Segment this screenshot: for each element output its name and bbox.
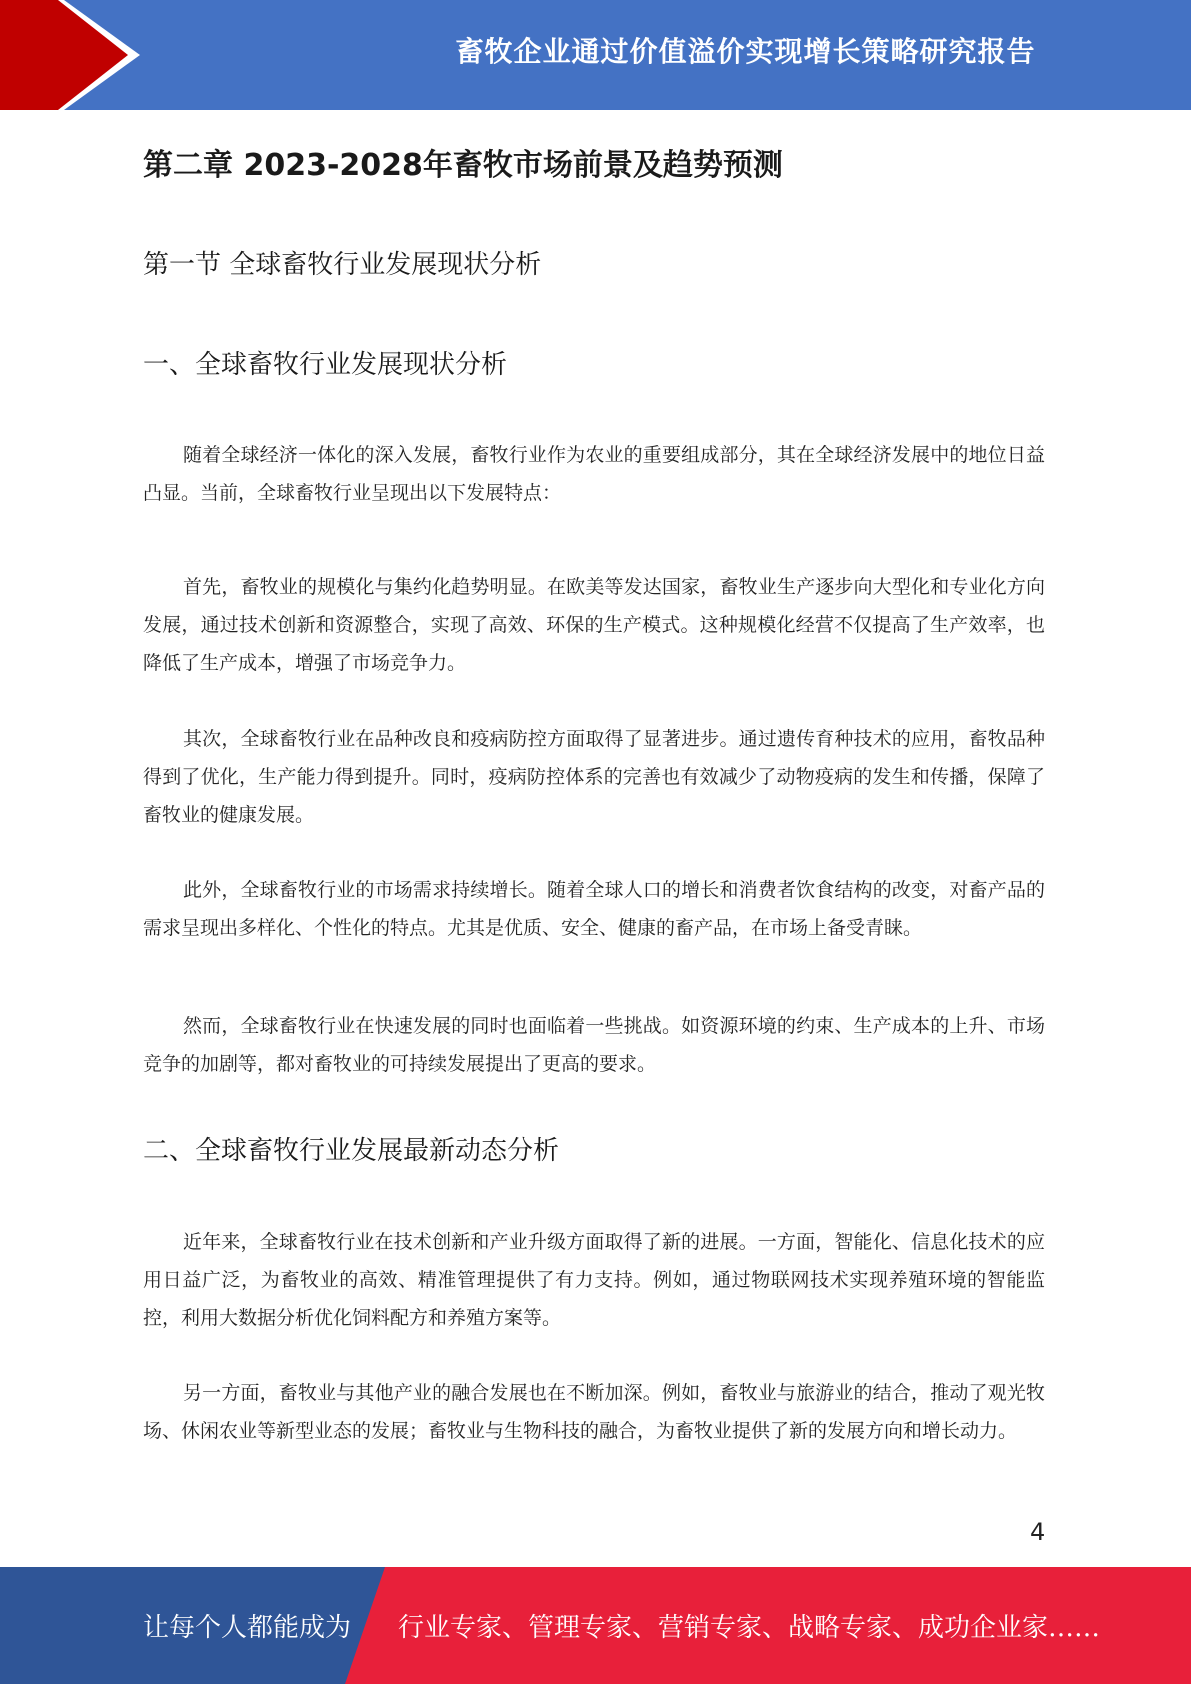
section-title: 第一节 全球畜牧行业发展现状分析 — [143, 250, 542, 280]
header-banner — [0, 0, 1191, 110]
paragraph: 首先，畜牧业的规模化与集约化趋势明显。在欧美等发达国家，畜牧业生产逐步向大型化和专业化方向发展，通过技术创新和资源整合，实现了高效、环保的生产模式。这种规模化经营不仅提高了生产效率，也降低了生产成本，增强了市场竞争力。 — [143, 576, 1045, 674]
footer-slogan-right: 行业专家、管理专家、营销专家、战略专家、成功企业家…… — [398, 1613, 1101, 1643]
header-arrow-decoration — [0, 0, 160, 110]
subsection-title-1: 一、全球畜牧行业发展现状分析 — [143, 350, 508, 380]
subsection-title-2: 二、全球畜牧行业发展最新动态分析 — [143, 1136, 560, 1166]
paragraph: 随着全球经济一体化的深入发展，畜牧行业作为农业的重要组成部分，其在全球经济发展中的地位日益凸显。当前，全球畜牧行业呈现出以下发展特点： — [143, 444, 1045, 504]
paragraph: 另一方面，畜牧业与其他产业的融合发展也在不断加深。例如，畜牧业与旅游业的结合，推动了观光牧场、休闲农业等新型业态的发展；畜牧业与生物科技的融合，为畜牧业提供了新的发展方向和增长动力。 — [143, 1382, 1045, 1442]
footer-slogan-left: 让每个人都能成为 — [143, 1613, 352, 1643]
page-number: 4 — [1030, 1518, 1046, 1546]
chapter-title: 第二章 2023-2028年畜牧市场前景及趋势预测 — [143, 148, 783, 183]
paragraph: 此外，全球畜牧行业的市场需求持续增长。随着全球人口的增长和消费者饮食结构的改变，对畜产品的需求呈现出多样化、个性化的特点。尤其是优质、安全、健康的畜产品，在市场上备受青睐。 — [143, 879, 1045, 939]
paragraph: 近年来，全球畜牧行业在技术创新和产业升级方面取得了新的进展。一方面，智能化、信息化技术的应用日益广泛，为畜牧业的高效、精准管理提供了有力支持。例如，通过物联网技术实现养殖环境的智能监控，利用大数据分析优化饲料配方和养殖方案等。 — [143, 1231, 1045, 1329]
paragraph: 然而，全球畜牧行业在快速发展的同时也面临着一些挑战。如资源环境的约束、生产成本的上升、市场竞争的加剧等，都对畜牧业的可持续发展提出了更高的要求。 — [143, 1015, 1045, 1075]
report-title: 畜牧企业通过价值溢价实现增长策略研究报告 — [455, 35, 1036, 68]
footer-banner — [0, 1567, 1191, 1684]
paragraph: 其次，全球畜牧行业在品种改良和疫病防控方面取得了显著进步。通过遗传育种技术的应用，畜牧品种得到了优化，生产能力得到提升。同时，疫病防控体系的完善也有效减少了动物疫病的发生和传播，保障了畜牧业的健康发展。 — [143, 728, 1045, 826]
